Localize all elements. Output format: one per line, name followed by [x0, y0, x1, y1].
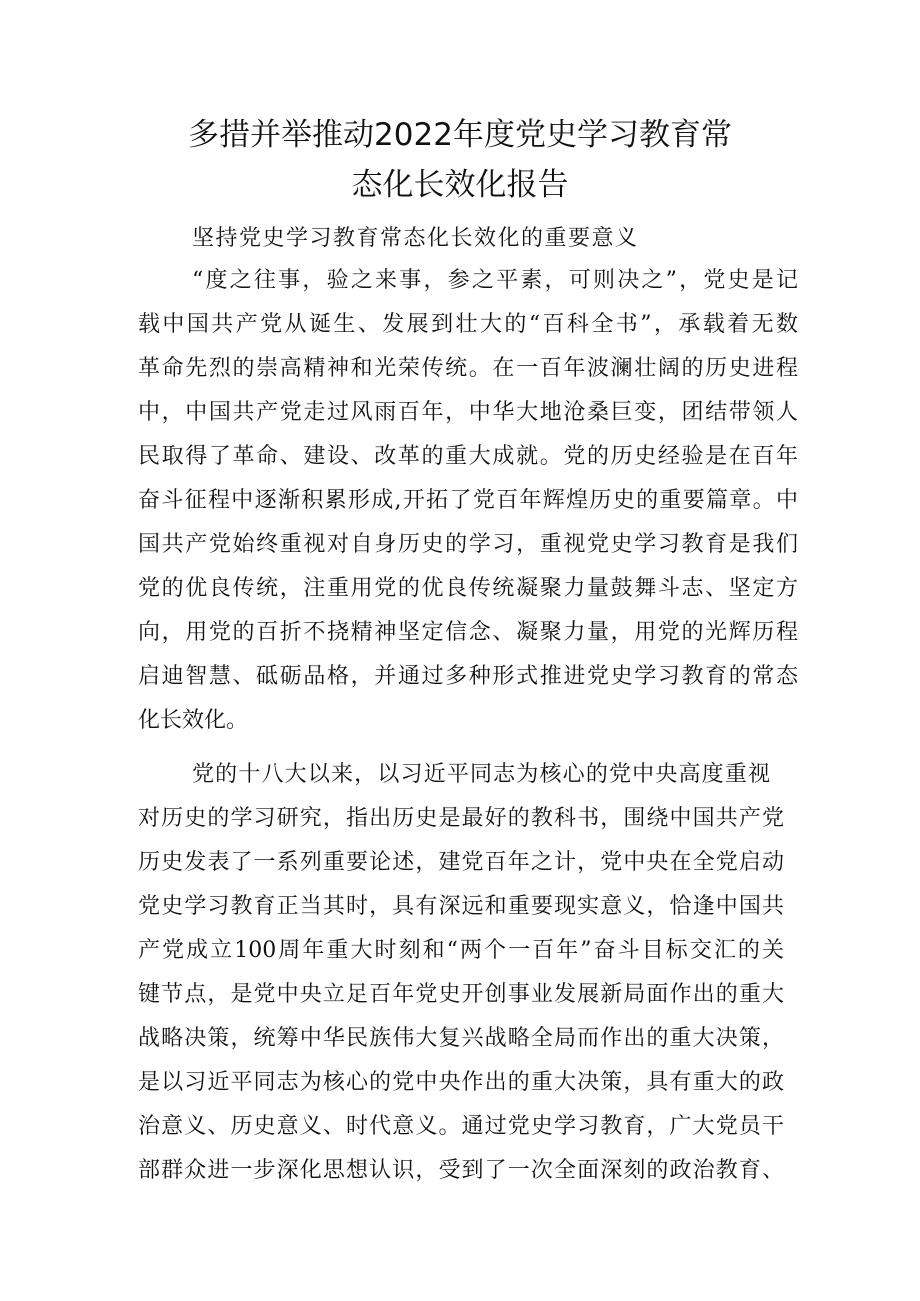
paragraph-1-line: 党的优良传统，注重用党的优良传统凝聚力量鼓舞斗志、坚定方: [138, 576, 798, 601]
paragraph-2-line: 历史发表了一系列重要论述，建党百年之计，党中央在全党启动: [138, 850, 784, 875]
paragraph-1-line: 奋斗征程中逐渐积累形成,开拓了党百年辉煌历史的重要篇章。中: [138, 488, 798, 513]
paragraph-1-line: 启迪智慧、砥砺品格，并通过多种形式推进党史学习教育的常态: [138, 664, 798, 689]
paragraph-2-line: 是以习近平同志为核心的党中央作出的重大决策，具有重大的政: [138, 1070, 784, 1095]
paragraph-1-line: 向，用党的百折不挠精神坚定信念、凝聚力量，用党的光辉历程: [138, 620, 798, 645]
paragraph-1-line: 国共产党始终重视对自身历史的学习，重视党史学习教育是我们: [138, 532, 798, 557]
paragraph-2-line: 战略决策，统筹中华民族伟大复兴战略全局而作出的重大决策，: [138, 1026, 784, 1051]
paragraph-1-line: 革命先烈的崇高精神和光荣传统。在一百年波澜壮阔的历史进程: [138, 356, 798, 381]
paragraph-1-line: 载中国共产党从诞生、发展到壮大的“百科全书”，承载着无数: [138, 312, 798, 337]
paragraph-2-line: 键节点，是党中央立足百年党史开创事业发展新局面作出的重大: [138, 982, 784, 1007]
paragraph-2-line: 产党成立100周年重大时刻和“两个一百年”奋斗目标交汇的关: [138, 938, 784, 963]
paragraph-2-line: 部群众进一步深化思想认识，受到了一次全面深刻的政治教育、: [138, 1158, 784, 1183]
paragraph-1-line: 民取得了革命、建设、改革的重大成就。党的历史经验是在百年: [138, 444, 798, 469]
paragraph-2-line: 治意义、历史意义、时代意义。通过党史学习教育，广大党员干: [138, 1114, 784, 1139]
paragraph-1-line: 化长效化。: [138, 708, 249, 733]
document-title-line-2: 态化长效化报告: [351, 167, 569, 203]
document-title-line-1: 多措并举推动2022年度党史学习教育常: [188, 117, 732, 153]
paragraph-1-line: 中，中国共产党走过风雨百年，中华大地沧桑巨变，团结带领人: [138, 400, 798, 425]
paragraph-2-line: 党史学习教育正当其时，具有深远和重要现实意义，恰逢中国共: [138, 894, 784, 919]
paragraph-2-line: 对历史的学习研究，指出历史是最好的教科书，围绕中国共产党: [138, 806, 784, 831]
section-heading: 坚持党史学习教育常态化长效化的重要意义: [192, 226, 639, 251]
paragraph-2-line: 党的十八大以来，以习近平同志为核心的党中央高度重视: [192, 762, 770, 787]
paragraph-1-line: “度之往事，验之来事，参之平素，可则决之”，党史是记: [192, 268, 798, 293]
